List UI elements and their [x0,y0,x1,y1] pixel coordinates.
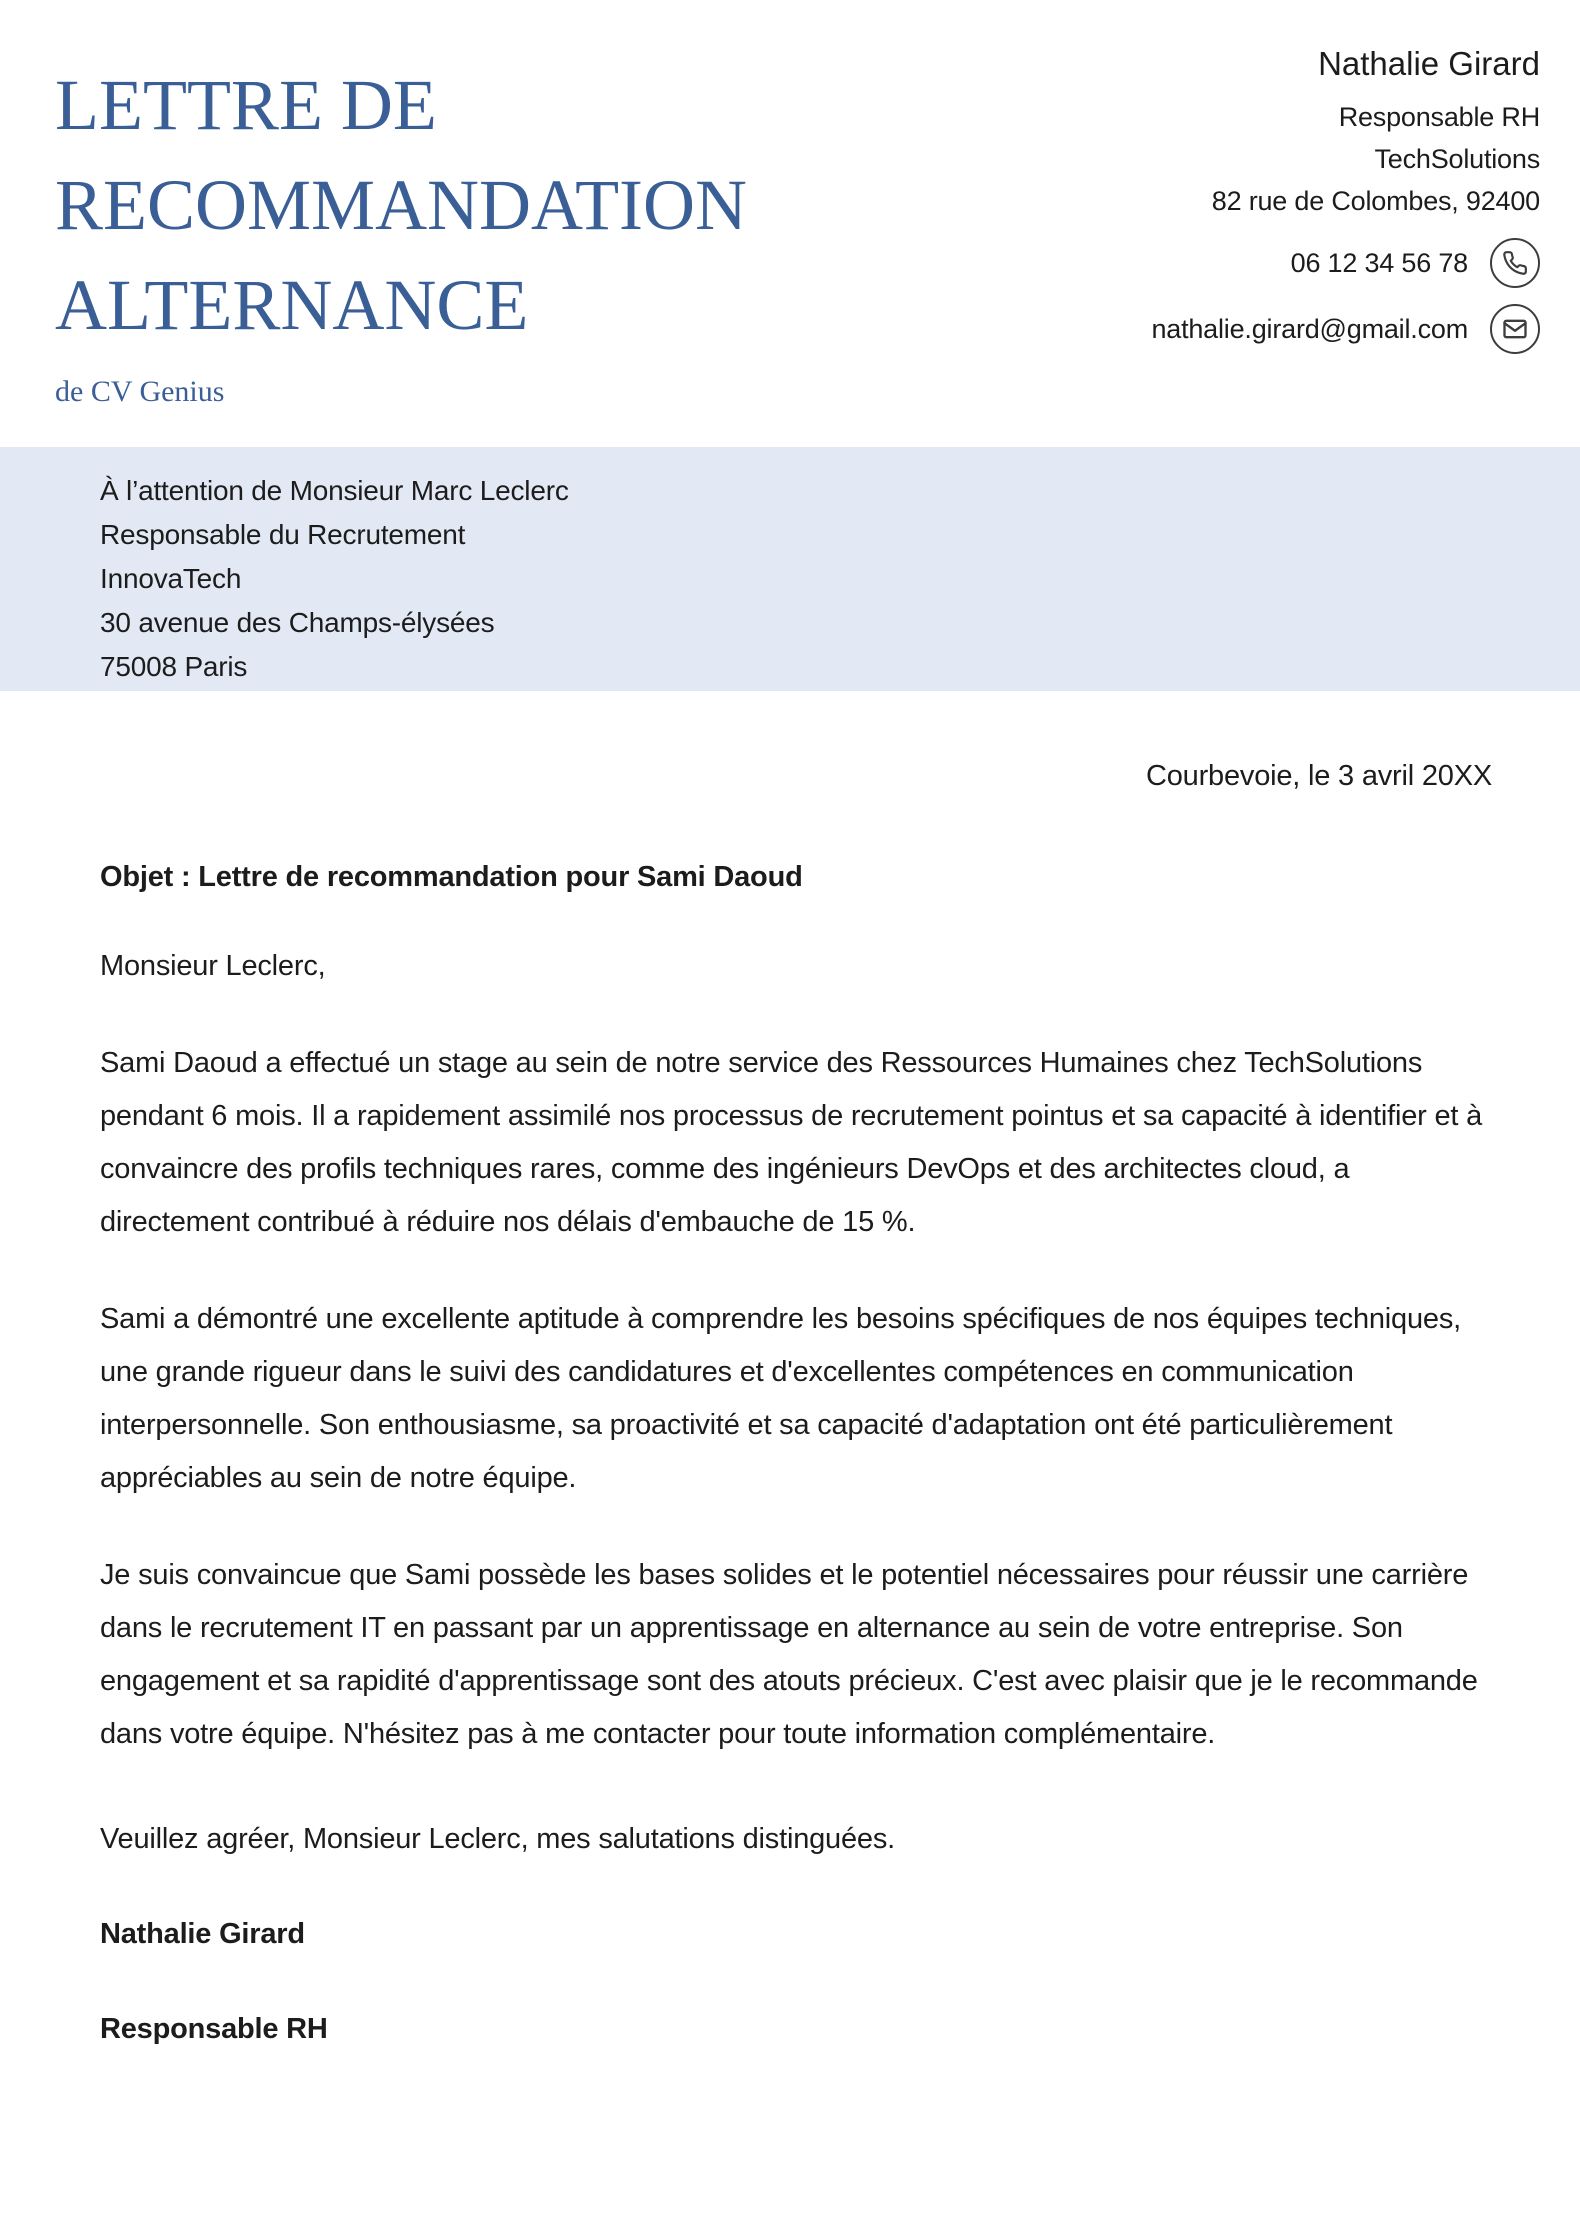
sender-contact-block [1151,42,1540,354]
recipient-role-line: Responsable du Recrutement [100,519,466,550]
sender-name: Nathalie Girard [1318,45,1540,82]
recipient-attention-line: À l’attention de Monsieur Marc Leclerc [100,475,569,506]
document-title: LETTRE DE RECOMMANDATION ALTERNANCE [55,65,748,345]
sender-role: Responsable RH [1338,102,1540,132]
sender-company: TechSolutions [1374,144,1540,174]
letter-body [100,750,1492,2056]
recipient-company-line: InnovaTech [100,563,242,594]
document-title-block [55,55,845,411]
paragraph-3: Je suis convaincue que Sami possède les bases solides et le potentiel nécessaires pour réussir une carrière dans le recrutement IT en passant par un apprentissage en alternance au sein de votre entreprise. Son engagement et sa rapidité d'apprentissage sont des atouts précieux. C'est avec plaisir que je le recommande dans votre équipe. N'hésitez pas à me contacter pour toute information complémentaire. [100,1559,1478,1750]
date-line: Courbevoie, le 3 avril 20XX [1145,760,1492,792]
sender-phone-row [1151,238,1540,288]
sender-email-row [1151,304,1540,354]
signature-name: Nathalie Girard [100,1918,305,1950]
recipient-street-line: 30 avenue des Champs-élysées [100,607,495,638]
closing-line: Veuillez agréer, Monsieur Leclerc, mes salutations distinguées. [100,1823,895,1855]
document-subtitle: de CV Genius [55,375,225,408]
subject-line: Objet : Lettre de recommandation pour Sami Daoud [100,861,803,893]
signature-role: Responsable RH [100,2013,328,2045]
recipient-address-block [100,469,569,689]
paragraph-2: Sami a démontré une excellente aptitude à comprendre les besoins spécifiques de nos équipes techniques, une grande rigueur dans le suivi des candidatures et d'excellentes compétences en communication interpersonnelle. Son enthousiasme, sa proactivité et sa capacité d'adaptation ont été particulièrement appréciables au sein de notre équipe. [100,1303,1461,1494]
sender-email: nathalie.girard@gmail.com [1151,314,1468,344]
recipient-city-line: 75008 Paris [100,651,248,682]
sender-address: 82 rue de Colombes, 92400 [1211,186,1540,216]
paragraph-1: Sami Daoud a effectué un stage au sein de notre service des Ressources Humaines chez TechSolutions pendant 6 mois. Il a rapidement assimilé nos processus de recrutement pointus et sa capacité à identifier et à convaincre des profils techniques rares, comme des ingénieurs DevOps et des architectes cloud, a directement contribué à réduire nos délais d'embauche de 15 %. [100,1047,1483,1238]
mail-icon [1490,304,1540,354]
phone-icon [1490,238,1540,288]
sender-phone: 06 12 34 56 78 [1290,248,1468,278]
recipient-address-band [0,447,1580,691]
salutation: Monsieur Leclerc, [100,950,326,982]
